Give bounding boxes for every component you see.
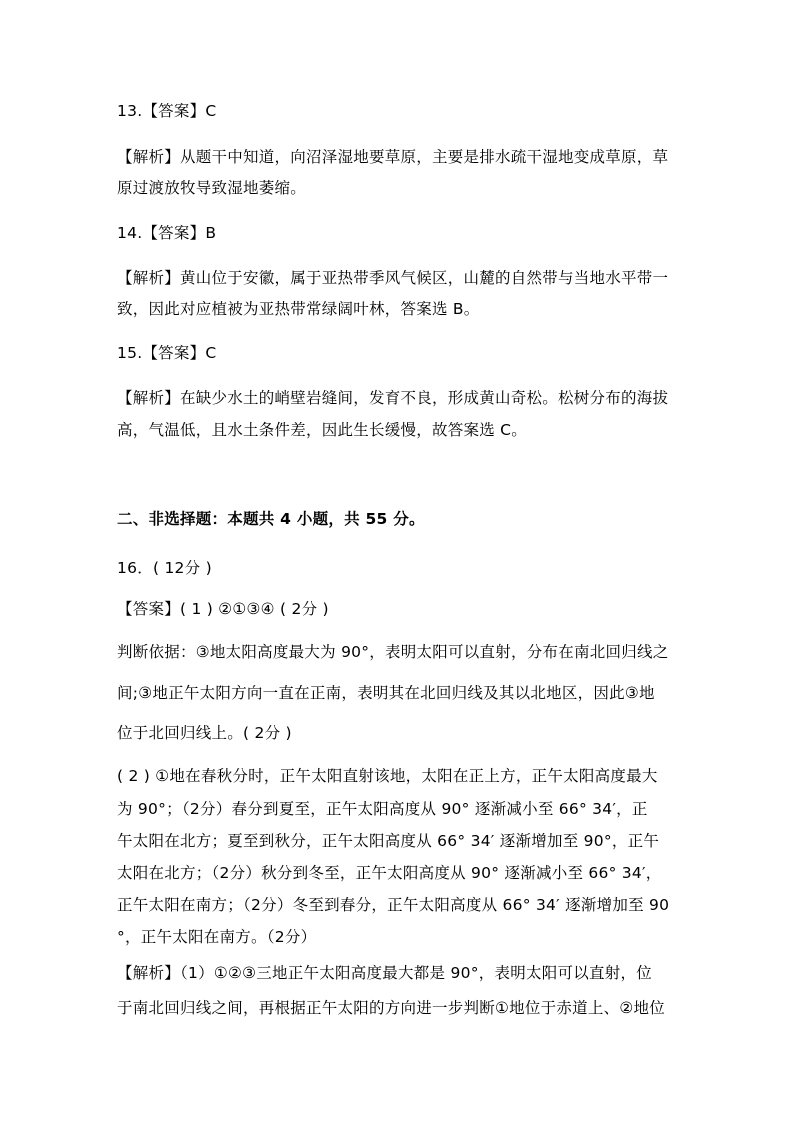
q16-part2-line-2: 为 90°；（2分）春分到夏至，正午太阳高度从 90° 逐渐减小至 66° 34′，正 [117, 800, 648, 818]
q16-part2-line-6: °，正午太阳在南方。（2分） [117, 928, 317, 946]
q16-basis-line-1: 判断依据：③地太阳高度最大为 90°，表明太阳可以直射，分布在南北回归线之 [117, 643, 669, 661]
q16-part2-line-1: ( 2 ) ①地在春秋分时，正午太阳直射该地，太阳在正上方，正午太阳高度最大 [117, 767, 658, 785]
q13-answer: 13.【答案】C [117, 102, 217, 120]
q16-basis-line-2: 间;③地正午太阳方向一直在正南，表明其在北回归线及其以北地区，因此③地 [117, 684, 655, 702]
q15-explanation-line-1: 【解析】在缺少水土的峭壁岩缝间，发育不良，形成黄山奇松。松树分布的海拔 [117, 389, 669, 407]
q16-part2-line-3: 午太阳在北方；夏至到秋分，正午太阳高度从 66° 34′ 逐渐增加至 90°，正午 [117, 832, 660, 850]
q16-basis-line-3: 位于北回归线上。( 2分 ) [117, 724, 292, 742]
q14-explanation-line-1: 【解析】黄山位于安徽，属于亚热带季风气候区，山麓的自然带与当地水平带一 [117, 269, 669, 287]
q15-explanation-line-2: 高，气温低，且水土条件差，因此生长缓慢，故答案选 C。 [117, 421, 528, 439]
q16-answer-part-1: 【答案】( 1 ) ②①③④ ( 2分 ) [117, 600, 329, 618]
q16-title: 16．( 12分 ) [117, 559, 212, 577]
q13-explanation-line-2: 原过渡放牧导致湿地萎缩。 [117, 179, 307, 197]
q14-explanation-line-2: 致，因此对应植被为亚热带常绿阔叶林，答案选 B。 [117, 300, 480, 318]
q16-part2-line-4: 太阳在北方；（2分）秋分到冬至，正午太阳高度从 90° 逐渐减小至 66° 34′， [117, 864, 662, 882]
q15-answer: 15.【答案】C [117, 344, 217, 362]
q16-part2-line-5: 正午太阳在南方；（2分）冬至到春分，正午太阳高度从 66° 34′ 逐渐增加至 90 [117, 896, 670, 914]
section-heading: 二、非选择题：本题共 4 小题，共 55 分。 [117, 510, 425, 528]
q13-explanation-line-1: 【解析】从题干中知道，向沼泽湿地要草原，主要是排水疏干湿地变成草原，草 [117, 148, 669, 166]
q16-analysis-line-1: 【解析】（1）①②③三地正午太阳高度最大都是 90°，表明太阳可以直射，位 [117, 964, 652, 982]
q14-answer: 14.【答案】B [117, 224, 217, 242]
q16-analysis-line-2: 于南北回归线之间，再根据正午太阳的方向进一步判断①地位于赤道上、②地位 [117, 999, 666, 1017]
